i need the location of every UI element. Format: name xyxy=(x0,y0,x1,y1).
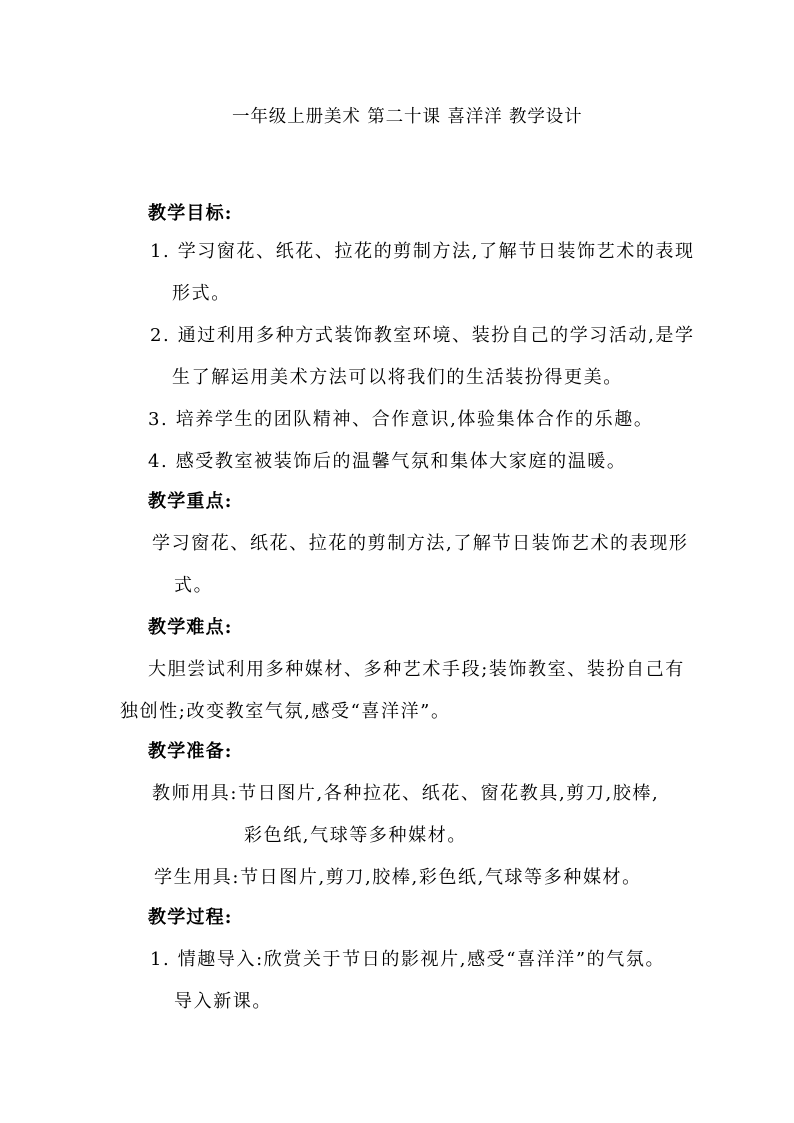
process-step-1-line-2: 导入新课。 xyxy=(174,991,272,1012)
key-points-heading: 教学重点: xyxy=(148,491,233,512)
objective-4: 4. 感受教室被装饰后的温馨气氛和集体大家庭的温暖。 xyxy=(148,451,627,472)
difficulties-line-1: 大胆尝试利用多种媒材、多种艺术手段;装饰教室、装扮自己有 xyxy=(148,659,685,680)
process-step-1-line-1: 1. 情趣导入:欣赏关于节日的影视片,感受“喜洋洋”的气氛。 xyxy=(150,949,666,970)
key-points-line-1: 学习窗花、纸花、拉花的剪制方法,了解节日装饰艺术的表现形 xyxy=(152,533,689,554)
objective-2-line-2: 生了解运用美术方法可以将我们的生活装扮得更美。 xyxy=(172,367,623,388)
teacher-tools-line-2: 彩色纸,气球等多种媒材。 xyxy=(244,825,467,846)
objective-2-line-1: 2. 通过利用多种方式装饰教室环境、装扮自己的学习活动,是学 xyxy=(150,325,695,346)
difficulties-line-2: 独创性;改变教室气氛,感受“喜洋洋”。 xyxy=(120,701,451,722)
difficulties-heading: 教学难点: xyxy=(148,617,233,638)
objective-3: 3. 培养学生的团队精神、合作意识,体验集体合作的乐趣。 xyxy=(148,409,654,430)
objective-1-line-2: 形式。 xyxy=(172,283,231,304)
document-title: 一年级上册美术 第二十课 喜洋洋 教学设计 xyxy=(232,107,583,127)
objectives-heading: 教学目标: xyxy=(148,203,233,224)
process-heading: 教学过程: xyxy=(148,907,233,928)
student-tools: 学生用具:节日图片,剪刀,胶棒,彩色纸,气球等多种媒材。 xyxy=(154,867,642,888)
objective-1-line-1: 1. 学习窗花、纸花、拉花的剪制方法,了解节日装饰艺术的表现 xyxy=(150,241,695,262)
teacher-tools-line-1: 教师用具:节日图片,各种拉花、纸花、窗花教具,剪刀,胶棒, xyxy=(152,783,660,804)
key-points-line-2: 式。 xyxy=(174,575,214,596)
preparation-heading: 教学准备: xyxy=(148,741,233,762)
